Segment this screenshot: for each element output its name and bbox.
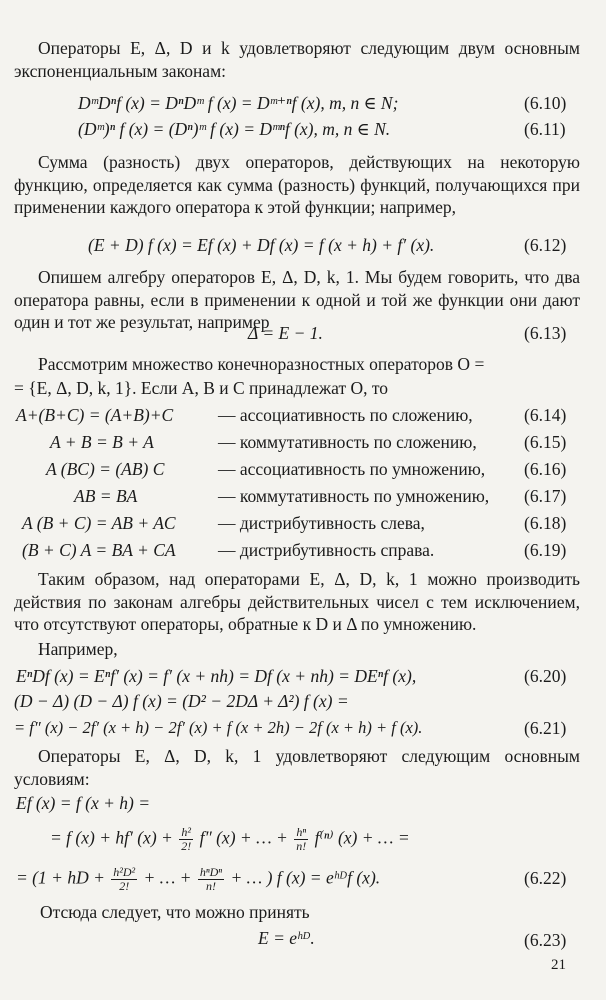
fraction-h2d2-over-2 [111,866,137,893]
law-formula: A + B = B + A [50,432,154,452]
operator-series-end: + … ) f (x) = eʰᴰf (x). [230,867,381,888]
series-end: f⁽ⁿ⁾ (x) + … = [314,827,410,848]
page-number: 21 [551,957,566,973]
series-start: = f (x) + hf′ (x) + [50,827,173,848]
law-equation-number: (6.16) [524,459,567,479]
law-description: — коммутативность по умножению, [218,486,490,506]
fraction-denominator: 2! [119,879,130,893]
text-operator-set-line1: Рассмотрим множество конечноразностных операторов O = [38,354,485,374]
fraction-hn-over-n [294,826,308,853]
law-description: — ассоциативность по сложению, [218,405,473,425]
equation-6-12: (E + D) f (x) = Ef (x) + Df (x) = f (x + h) + f′ (x). [88,235,435,255]
text-operator-set-line2: = {E, Δ, D, k, 1}. Если A, B и C принадлежат O, то [14,378,389,398]
fraction-numerator: hⁿDⁿ [199,865,223,879]
equation-number-6-12: (6.12) [524,235,567,255]
law-equation-number: (6.17) [524,486,567,506]
equation-6-20: EⁿDf (x) = Eⁿf′ (x) = f′ (x + nh) = Df (x + nh) = DEⁿf (x), [16,666,417,686]
fraction-h2-over-2 [179,826,193,853]
law-description: — коммутативность по сложению, [218,432,477,452]
law-formula: A+(B+C) = (A+B)+C [16,405,174,425]
paragraph-conclusion [14,568,580,636]
law-row [0,513,606,537]
text-it-follows: Отсюда следует, что можно принять [40,902,310,922]
fraction-denominator: 2! [181,839,192,853]
law-row [0,405,606,429]
law-row [0,486,606,510]
law-equation-number: (6.18) [524,513,567,533]
text-basic-conditions: Операторы E, Δ, D, k, 1 удовлетворяют следующим основным условиям: [14,746,580,789]
law-description: — дистрибутивность справа. [218,540,435,560]
operator-series-start: = (1 + hD + [16,867,105,888]
paragraph-exponential-laws-intro [14,37,580,82]
law-formula: A (B + C) = AB + AC [22,513,176,533]
equation-number-6-23: (6.23) [524,930,567,950]
equation-number-6-20: (6.20) [524,666,567,686]
law-formula: (B + C) A = BA + CA [22,540,176,560]
law-formula: AB = BA [74,486,138,506]
text-exponential-laws: Операторы E, Δ, D и k удовлетворяют следующим двум основным экспоненциальным законам: [14,38,580,81]
fraction-denominator: n! [296,839,307,853]
text-operator-equality: Опишем алгебру операторов E, Δ, D, k, 1. Мы будем говорить, что два оператора равны, если в применении к одной и той же функции они дают один и тот же результат, например [14,267,580,332]
equation-6-11: (Dᵐ)ⁿ f (x) = (Dⁿ)ᵐ f (x) = Dᵐⁿf (x), m, n ∈ N. [78,119,391,139]
law-row [0,432,606,456]
law-equation-number: (6.19) [524,540,567,560]
equation-6-13: Δ = E − 1. [248,323,323,343]
equation-number-6-22: (6.22) [524,868,567,888]
equation-6-22-line2 [50,826,410,853]
equation-6-21-line2: = f″ (x) − 2f′ (x + h) − 2f′ (x) + f (x + 2h) − 2f (x + h) + f (x). [14,718,423,737]
paragraph-basic-conditions [14,745,580,790]
text-for-example: Например, [38,639,118,659]
paragraph-sum-of-operators [14,151,580,219]
law-description: — ассоциативность по умножению, [218,459,486,479]
equation-6-22-line3 [16,866,380,893]
law-formula: A (BC) = (AB) C [46,459,165,479]
fraction-numerator: h² [179,826,193,840]
law-row [0,459,606,483]
equation-6-22-line1: Ef (x) = f (x + h) = [16,793,151,813]
fraction-numerator: hⁿ [294,826,308,840]
law-equation-number: (6.14) [524,405,567,425]
law-description: — дистрибутивность слева, [218,513,425,533]
fraction-denominator: n! [205,879,216,893]
operator-series-middle: + … + [143,867,192,888]
series-middle: f″ (x) + … + [199,827,288,848]
equation-6-10: DᵐDⁿf (x) = DⁿDᵐ f (x) = Dᵐ⁺ⁿf (x), m, n ∈ N; [78,93,399,113]
text-algebra-conclusion: Таким образом, над операторами E, Δ, D, k, 1 можно производить действия по законам алгебры действительных чисел с тем исключением, что отсутствуют операторы, обратные к D и Δ по умножению. [14,569,580,634]
equation-number-6-13: (6.13) [524,323,567,343]
equation-6-21-line1: (D − Δ) (D − Δ) f (x) = (D² − 2DΔ + Δ²) f (x) = [14,691,349,711]
equation-6-23: E = eʰᴰ. [258,928,315,948]
text-sum-definition: Сумма (разность) двух операторов, действующих на некоторую функцию, определяется как сумма (разность) функций, получающихся при применении каждого оператора к этой функции; например, [14,152,580,217]
equation-number-6-10: (6.10) [524,93,567,113]
fraction-hndn-over-n [198,866,224,893]
equation-number-6-21: (6.21) [524,718,567,738]
law-row [0,540,606,564]
equation-number-6-11: (6.11) [524,119,566,139]
fraction-numerator: h²D² [113,865,136,879]
law-equation-number: (6.15) [524,432,567,452]
